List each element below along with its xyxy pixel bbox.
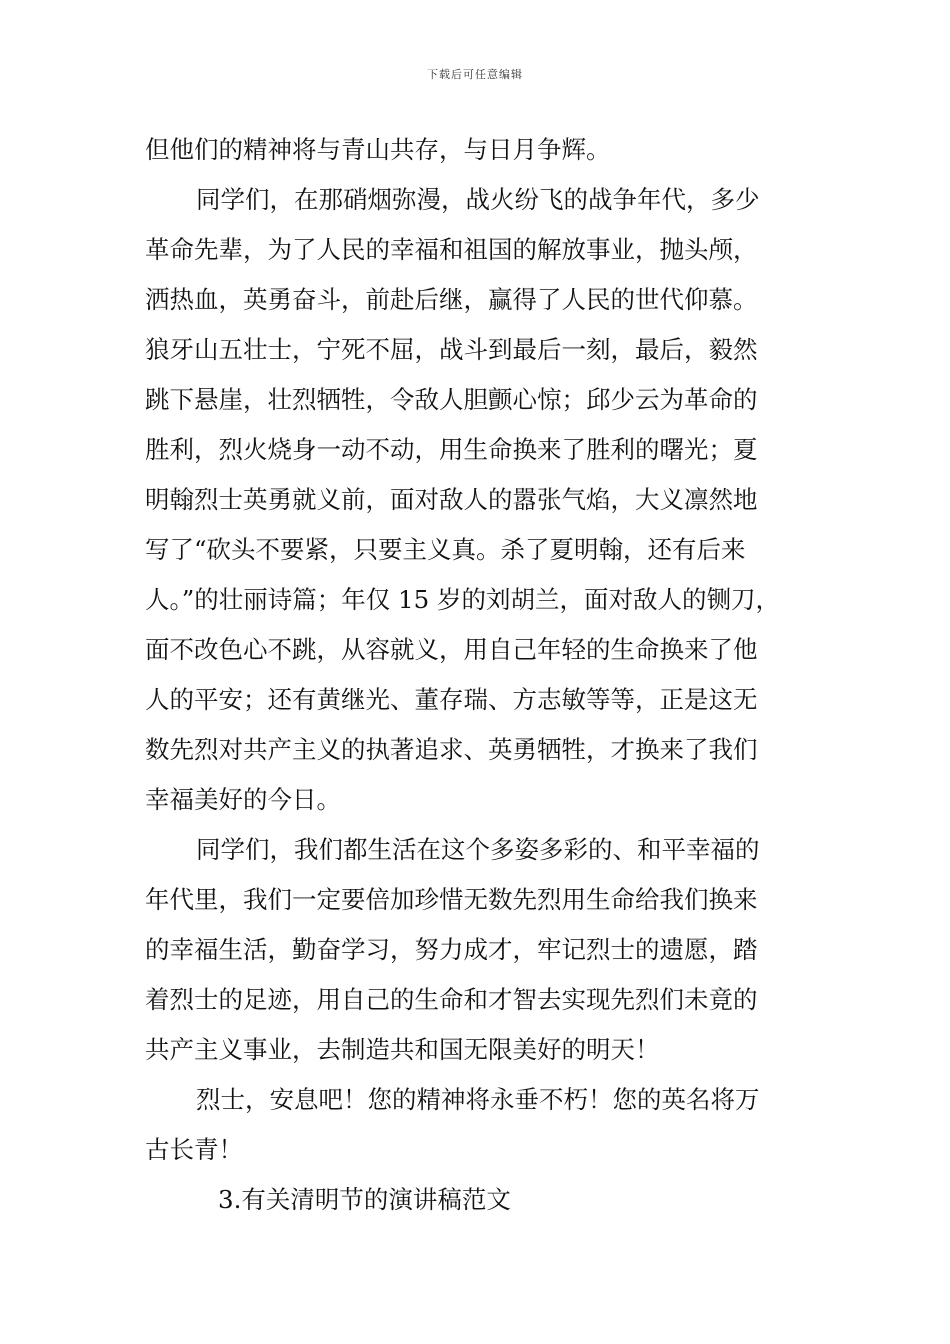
text-line-12: 人的平安；还有黄继光、董存瑞、方志敏等等，正是这无 bbox=[145, 685, 758, 714]
text-line-3: 革命先辈，为了人民的幸福和祖国的解放事业，抛头颅， bbox=[145, 235, 758, 264]
text-line-1: 但他们的精神将与青山共存，与日月争辉。 bbox=[145, 135, 611, 164]
text-line-9: 写了“砍头不要紧，只要主义真。杀了夏明翰，还有后来 bbox=[145, 535, 746, 564]
text-line-10: 人。”的壮丽诗篇；年仅 15 岁的刘胡兰，面对敌人的铡刀， bbox=[145, 585, 781, 614]
text-line-4: 洒热血，英勇奋斗，前赴后继，赢得了人民的世代仰慕。 bbox=[145, 285, 758, 314]
text-line-16: 年代里，我们一定要倍加珍惜无数先烈用生命给我们换来 bbox=[145, 885, 758, 914]
text-line-14: 幸福美好的今日。 bbox=[145, 785, 341, 814]
text-line-21: 古长青！ bbox=[145, 1135, 243, 1164]
text-line-13: 数先烈对共产主义的执著追求、英勇牺牲，才换来了我们 bbox=[145, 735, 758, 764]
text-line-20: 烈士，安息吧！您的精神将永垂不朽！您的英名将万 bbox=[196, 1085, 760, 1114]
section-heading: 3.有关清明节的演讲稿范文 bbox=[218, 1185, 511, 1214]
text-line-2: 同学们，在那硝烟弥漫，战火纷飞的战争年代，多少 bbox=[196, 185, 760, 214]
text-line-5: 狼牙山五壮士，宁死不屈，战斗到最后一刻，最后，毅然 bbox=[145, 335, 758, 364]
text-line-11: 面不改色心不跳，从容就义，用自己年轻的生命换来了他 bbox=[145, 635, 758, 664]
text-line-8: 明翰烈士英勇就义前，面对敌人的嚣张气焰，大义凛然地 bbox=[145, 485, 758, 514]
text-line-15: 同学们，我们都生活在这个多姿多彩的、和平幸福的 bbox=[196, 835, 760, 864]
page-header-note: 下载后可任意编辑 bbox=[427, 68, 523, 81]
text-line-18: 着烈士的足迹，用自己的生命和才智去实现先烈们未竟的 bbox=[145, 985, 758, 1014]
text-line-6: 跳下悬崖，壮烈牺牲，令敌人胆颤心惊；邱少云为革命的 bbox=[145, 385, 758, 414]
text-line-19: 共产主义事业，去制造共和国无限美好的明天！ bbox=[145, 1035, 660, 1064]
text-line-7: 胜利，烈火烧身一动不动，用生命换来了胜利的曙光；夏 bbox=[145, 435, 758, 464]
text-line-17: 的幸福生活，勤奋学习，努力成才，牢记烈士的遗愿，踏 bbox=[145, 935, 758, 964]
